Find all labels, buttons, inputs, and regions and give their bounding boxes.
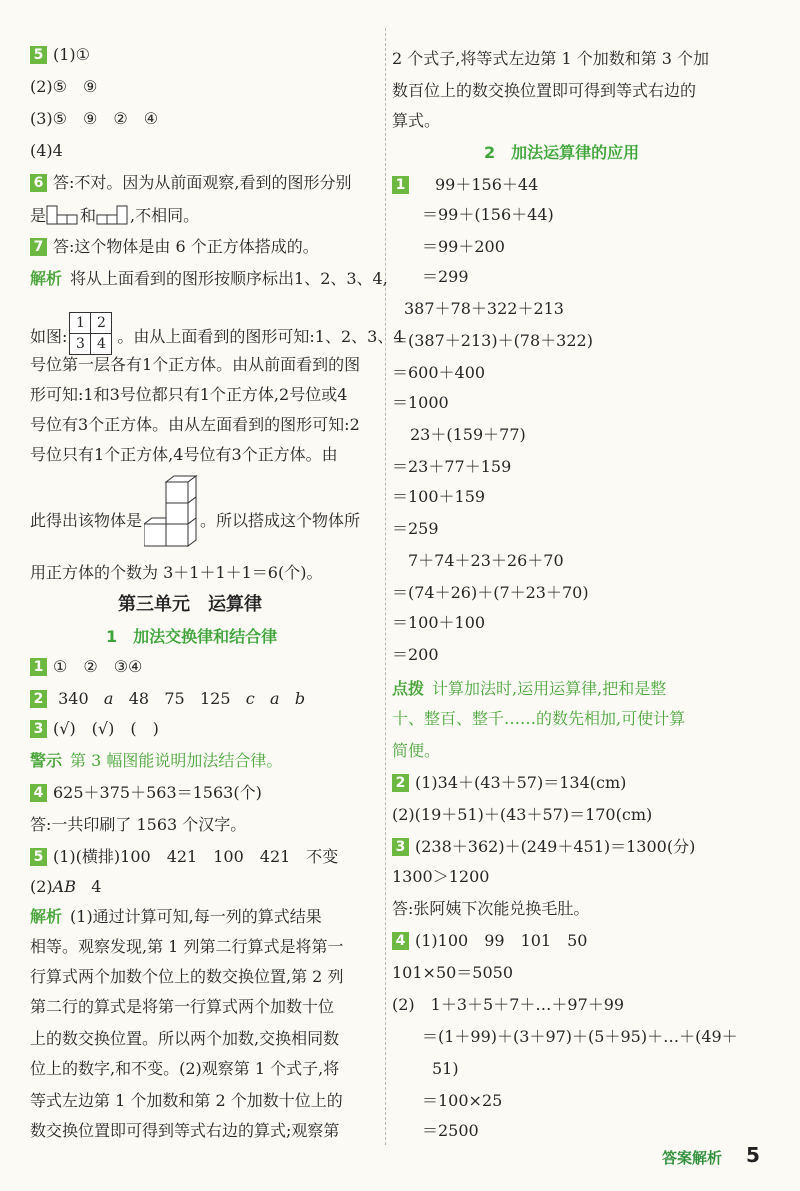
calc-step: ＝100＋159 [392,487,486,506]
grid-cell-4: 4 [90,333,112,355]
q5-line2: (2)⑤ ⑨ [30,77,98,96]
warning-tag: 警示 [30,751,63,770]
position-grid [69,312,115,358]
tip-line3: 简便。 [392,741,441,760]
analysis-line4: 形可知:1和3号位都只有1个正方体,2号位或4 [30,385,348,404]
q5-line4: (4)4 [30,141,63,160]
analysis-line7: 此得出该物体是 。所以搭成这个物体所 [30,511,361,530]
b4-line7: ＝2500 [422,1121,479,1140]
section-2-title: 2 加法运算律的应用 [484,143,640,162]
b4-line5: 51) [432,1059,459,1078]
a4-line2: 答:一共印刷了 1563 个汉字。 [30,815,247,834]
section-1-title: 1 加法交换律和结合律 [106,627,278,646]
cont-line1: 2 个式子,将等式左边第 1 个加数和第 3 个加 [392,49,710,68]
a3-answer: 3 (√) (√) ( ) [30,718,159,740]
analysis-line8: 用正方体的个数为 3＋1＋1＋1＝6(个)。 [30,563,323,582]
analysis-line6: 号位只有1个正方体,4号位有3个正方体。由 [30,445,338,464]
question-number-badge: 6 [30,174,47,192]
calc-step: ＝200 [392,645,439,664]
analysis-line5: 号位有3个正方体。由从左面看到的图形可知:2 [30,415,360,434]
calc-expression: 387＋78＋322＋213 [404,299,564,318]
a2-answer: 2 340 a 48 75 125 c a b [30,688,305,710]
question-number-badge: 1 [392,176,409,194]
analysis-line3: 号位第一层各有1个正方体。由从前面看到的图 [30,355,361,374]
tip-line1: 点拨 计算加法时,运用运算律,把和是整 [392,679,667,698]
q6-line2: 是 和 ,不相同。 [30,206,200,225]
tip-line2: 十、整百、整千……的数先相加,可使计算 [392,709,686,728]
cont-line3: 算式。 [392,111,441,130]
calc-step: ＝(74＋26)＋(7＋23＋70) [392,583,589,602]
b3-line1: 3 (238＋362)＋(249＋451)＝1300(分) [392,836,695,858]
question-number-badge: 3 [30,720,47,738]
calc-step: ＝299 [422,267,469,286]
question-number-badge: 1 [30,658,47,676]
shape-figure-b [96,204,130,226]
analysis2-line2: 相等。观察发现,第 1 列第二行算式是将第一 [30,937,344,956]
cont-line2: 数百位上的数交换位置即可得到等式右边的 [392,81,697,100]
question-number-badge: 4 [392,932,409,950]
analysis2-line1: 解析 (1)通过计算可知,每一列的算式结果 [30,907,322,926]
warning-note: 警示 第 3 幅图能说明加法结合律。 [30,751,283,770]
b3-line3: 答:张阿姨下次能兑换毛肚。 [392,899,590,918]
analysis2-line5: 上的数交换位置。所以两个加数,交换相同数 [30,1029,340,1048]
analysis-tag: 解析 [30,907,63,926]
page-number: 5 [746,1143,760,1167]
cube-stack-figure [144,474,206,550]
q6-line1: 6 答:不对。因为从前面观察,看到的图形分别 [30,172,351,194]
question-number-badge: 5 [30,46,47,64]
a5-line2: (2)AB 4 [30,877,102,896]
question-number-badge: 3 [392,838,409,856]
analysis2-line3: 行算式两个加数个位上的数交换位置,第 2 列 [30,967,344,986]
calc-step: ＝(387＋213)＋(78＋322) [392,331,593,350]
calc-step: ＝100＋100 [392,613,486,632]
analysis2-line6: 位上的数字,和不变。(2)观察第 1 个式子,将 [30,1059,340,1078]
calc-step: ＝99＋(156＋44) [422,205,554,224]
b4-line3: (2) 1＋3＋5＋7＋…＋97＋99 [392,995,625,1014]
question-number-badge: 5 [30,848,47,866]
grid-cell-2: 2 [90,312,112,334]
analysis2-line4: 第二行的算式是将第一行算式两个加数十位 [30,997,335,1016]
b4-line2: 101×50＝5050 [392,963,514,982]
q5-line3: (3)⑤ ⑨ ② ④ [30,109,159,128]
grid-cell-3: 3 [69,333,91,355]
a1-answer: 1 ① ② ③④ [30,656,142,678]
b2-line1: 2 (1)34＋(43＋57)＝134(cm) [392,772,626,794]
footer-label: 答案解析 [662,1149,723,1167]
calc-expression: 23＋(159＋77) [410,425,526,444]
analysis-line2: 如图: 1 2 3 4 。由从上面看到的图形可知:1、2、3、4 [30,312,404,358]
question-number-badge: 2 [30,690,47,708]
calc-step: ＝99＋200 [422,237,505,256]
q7-answer: 7 答:这个物体是由 6 个正方体搭成的。 [30,236,319,258]
tip-tag: 点拨 [392,679,425,698]
analysis-line1: 解析 将从上面看到的图形按顺序标出1、2、3、4, [30,269,388,288]
a4-line1: 4 625＋375＋563＝1563(个) [30,782,262,804]
calc-step: ＝1000 [392,393,449,412]
analysis2-line8: 数交换位置即可得到等式右边的算式;观察第 [30,1121,340,1140]
b2-line2: (2)(19＋51)＋(43＋57)＝170(cm) [392,805,653,824]
a5-line1: 5 (1)(横排)100 421 100 421 不变 [30,846,338,868]
calc-step: ＝259 [392,519,439,538]
b4-line6: ＝100×25 [422,1091,503,1110]
column-divider [385,28,386,1145]
question-number-badge: 2 [392,774,409,792]
question-number-badge: 4 [30,784,47,802]
b1-calc1: 1 99＋156＋44 [392,174,538,196]
question-number-badge: 7 [30,238,47,256]
grid-cell-1: 1 [69,312,91,334]
calc-step: ＝600＋400 [392,363,486,382]
shape-figure-a [46,204,80,226]
b4-line1: 4 (1)100 99 101 50 [392,930,587,952]
analysis2-line7: 等式左边第 1 个加数和第 2 个加数十位上的 [30,1091,343,1110]
b3-line2: 1300＞1200 [392,867,490,886]
calc-expression: 7＋74＋23＋26＋70 [408,551,564,570]
analysis-tag: 解析 [30,269,63,288]
b4-line4: ＝(1＋99)＋(3＋97)＋(5＋95)＋…＋(49＋ [422,1027,738,1046]
q5-line1: 5 (1)① [30,44,90,66]
unit-title: 第三单元 运算律 [118,594,262,615]
calc-step: ＝23＋77＋159 [392,457,512,476]
